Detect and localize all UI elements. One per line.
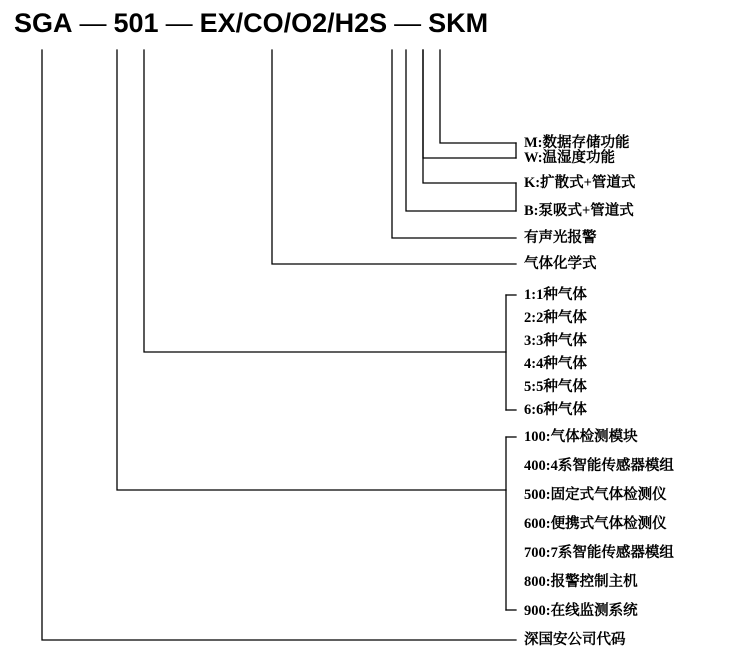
code-separator-1: — [79, 8, 107, 38]
label-principle: 气体化学式 [524, 256, 597, 272]
model-code-row [14, 8, 488, 39]
label-series-500: 500:固定式气体检测仪 [524, 487, 667, 503]
label-gas-count-4: 4:4种气体 [524, 356, 587, 372]
code-segment-brand: SGA [14, 8, 73, 38]
code-segment-options: SKM [428, 8, 489, 38]
code-separator-3: — [394, 8, 422, 38]
label-gas-count-3: 3:3种气体 [524, 333, 587, 349]
label-series-400: 400:4系智能传感器模组 [524, 458, 674, 474]
code-segment-series: 501 [113, 8, 159, 38]
label-series-600: 600:便携式气体检测仪 [524, 516, 667, 532]
label-alarm: 有声光报警 [524, 230, 597, 246]
label-gas-count-6: 6:6种气体 [524, 402, 587, 418]
label-series-900: 900:在线监测系统 [524, 603, 638, 619]
label-series-700: 700:7系智能传感器模组 [524, 545, 674, 561]
code-separator-2: — [165, 8, 193, 38]
label-sampling-k: K:扩散式+管道式 [524, 175, 636, 191]
label-sampling-b: B:泵吸式+管道式 [524, 203, 634, 219]
label-gas-count-2: 2:2种气体 [524, 310, 587, 326]
code-segment-gases: EX/CO/O2/H2S [199, 8, 388, 38]
label-gas-count-1: 1:1种气体 [524, 287, 587, 303]
label-gas-count-5: 5:5种气体 [524, 379, 587, 395]
label-storage-m: M:数据存储功能 [524, 135, 630, 151]
label-company-code: 深国安公司代码 [524, 632, 626, 648]
label-series-800: 800:报警控制主机 [524, 574, 638, 590]
label-storage-w: W:温湿度功能 [524, 150, 616, 166]
label-series-100: 100:气体检测模块 [524, 429, 638, 445]
